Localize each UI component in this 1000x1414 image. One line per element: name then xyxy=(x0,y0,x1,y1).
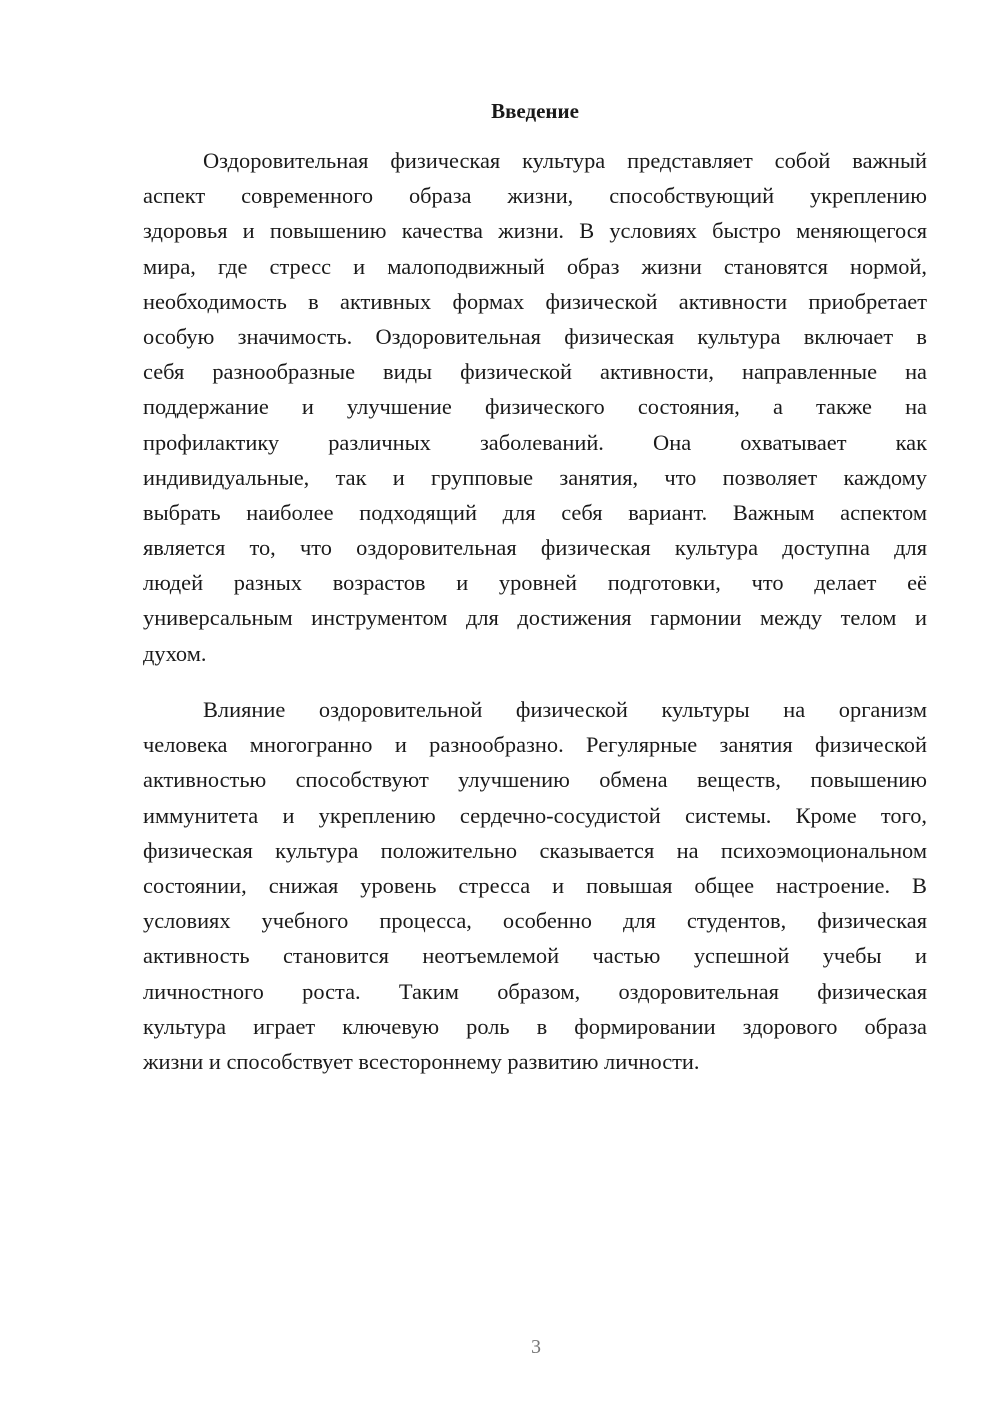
text-line: жизни и способствует всестороннему развитию личности. xyxy=(143,1048,700,1074)
text-line: иммунитета и укреплению сердечно-сосудистой системы. Кроме того, xyxy=(143,802,927,828)
page-title: Введение xyxy=(491,99,579,123)
text-line: поддержание и улучшение физического состояния, а также на xyxy=(143,394,927,420)
text-line: аспект современного образа жизни, способствующий укреплению xyxy=(143,183,927,209)
text-line: духом. xyxy=(143,640,207,666)
text-line: выбрать наиболее подходящий для себя вариант. Важным аспектом xyxy=(143,499,927,525)
text-line: условиях учебного процесса, особенно для студентов, физическая xyxy=(143,908,927,934)
text-line: физическая культура положительно сказывается на психоэмоциональном xyxy=(143,837,927,863)
text-line: индивидуальные, так и групповые занятия, что позволяет каждому xyxy=(143,464,927,490)
text-line: культура играет ключевую роль в формировании здорового образа xyxy=(143,1013,927,1039)
text-line: Влияние оздоровительной физической культуры на организм xyxy=(203,697,927,722)
paragraph-2 xyxy=(143,692,927,1079)
text-line: человека многогранно и разнообразно. Регулярные занятия физической xyxy=(143,732,927,758)
text-line: людей разных возрастов и уровней подготовки, что делает её xyxy=(143,570,927,596)
text-line: является то, что оздоровительная физическая культура доступна для xyxy=(143,535,927,561)
paragraph-1 xyxy=(143,143,927,671)
text-line: себя разнообразные виды физической активности, направленные на xyxy=(143,359,927,385)
text-line: активность становится неотъемлемой частью успешной учебы и xyxy=(143,943,927,969)
text-line: мира, где стресс и малоподвижный образ жизни становятся нормой, xyxy=(143,253,927,279)
page-number: 3 xyxy=(531,1336,541,1358)
text-line: Оздоровительная физическая культура представляет собой важный xyxy=(203,148,927,173)
text-line: личностного роста. Таким образом, оздоровительная физическая xyxy=(143,978,927,1004)
text-line: здоровья и повышению качества жизни. В условиях быстро меняющегося xyxy=(143,218,927,244)
text-line: особую значимость. Оздоровительная физическая культура включает в xyxy=(143,323,927,349)
text-line: универсальным инструментом для достижения гармонии между телом и xyxy=(143,605,927,631)
text-line: состоянии, снижая уровень стресса и повышая общее настроение. В xyxy=(143,872,927,898)
text-line: профилактику различных заболеваний. Она охватывает как xyxy=(143,429,927,455)
text-line: активностью способствуют улучшению обмена веществ, повышению xyxy=(143,767,927,793)
text-line: необходимость в активных формах физической активности приобретает xyxy=(143,288,927,314)
